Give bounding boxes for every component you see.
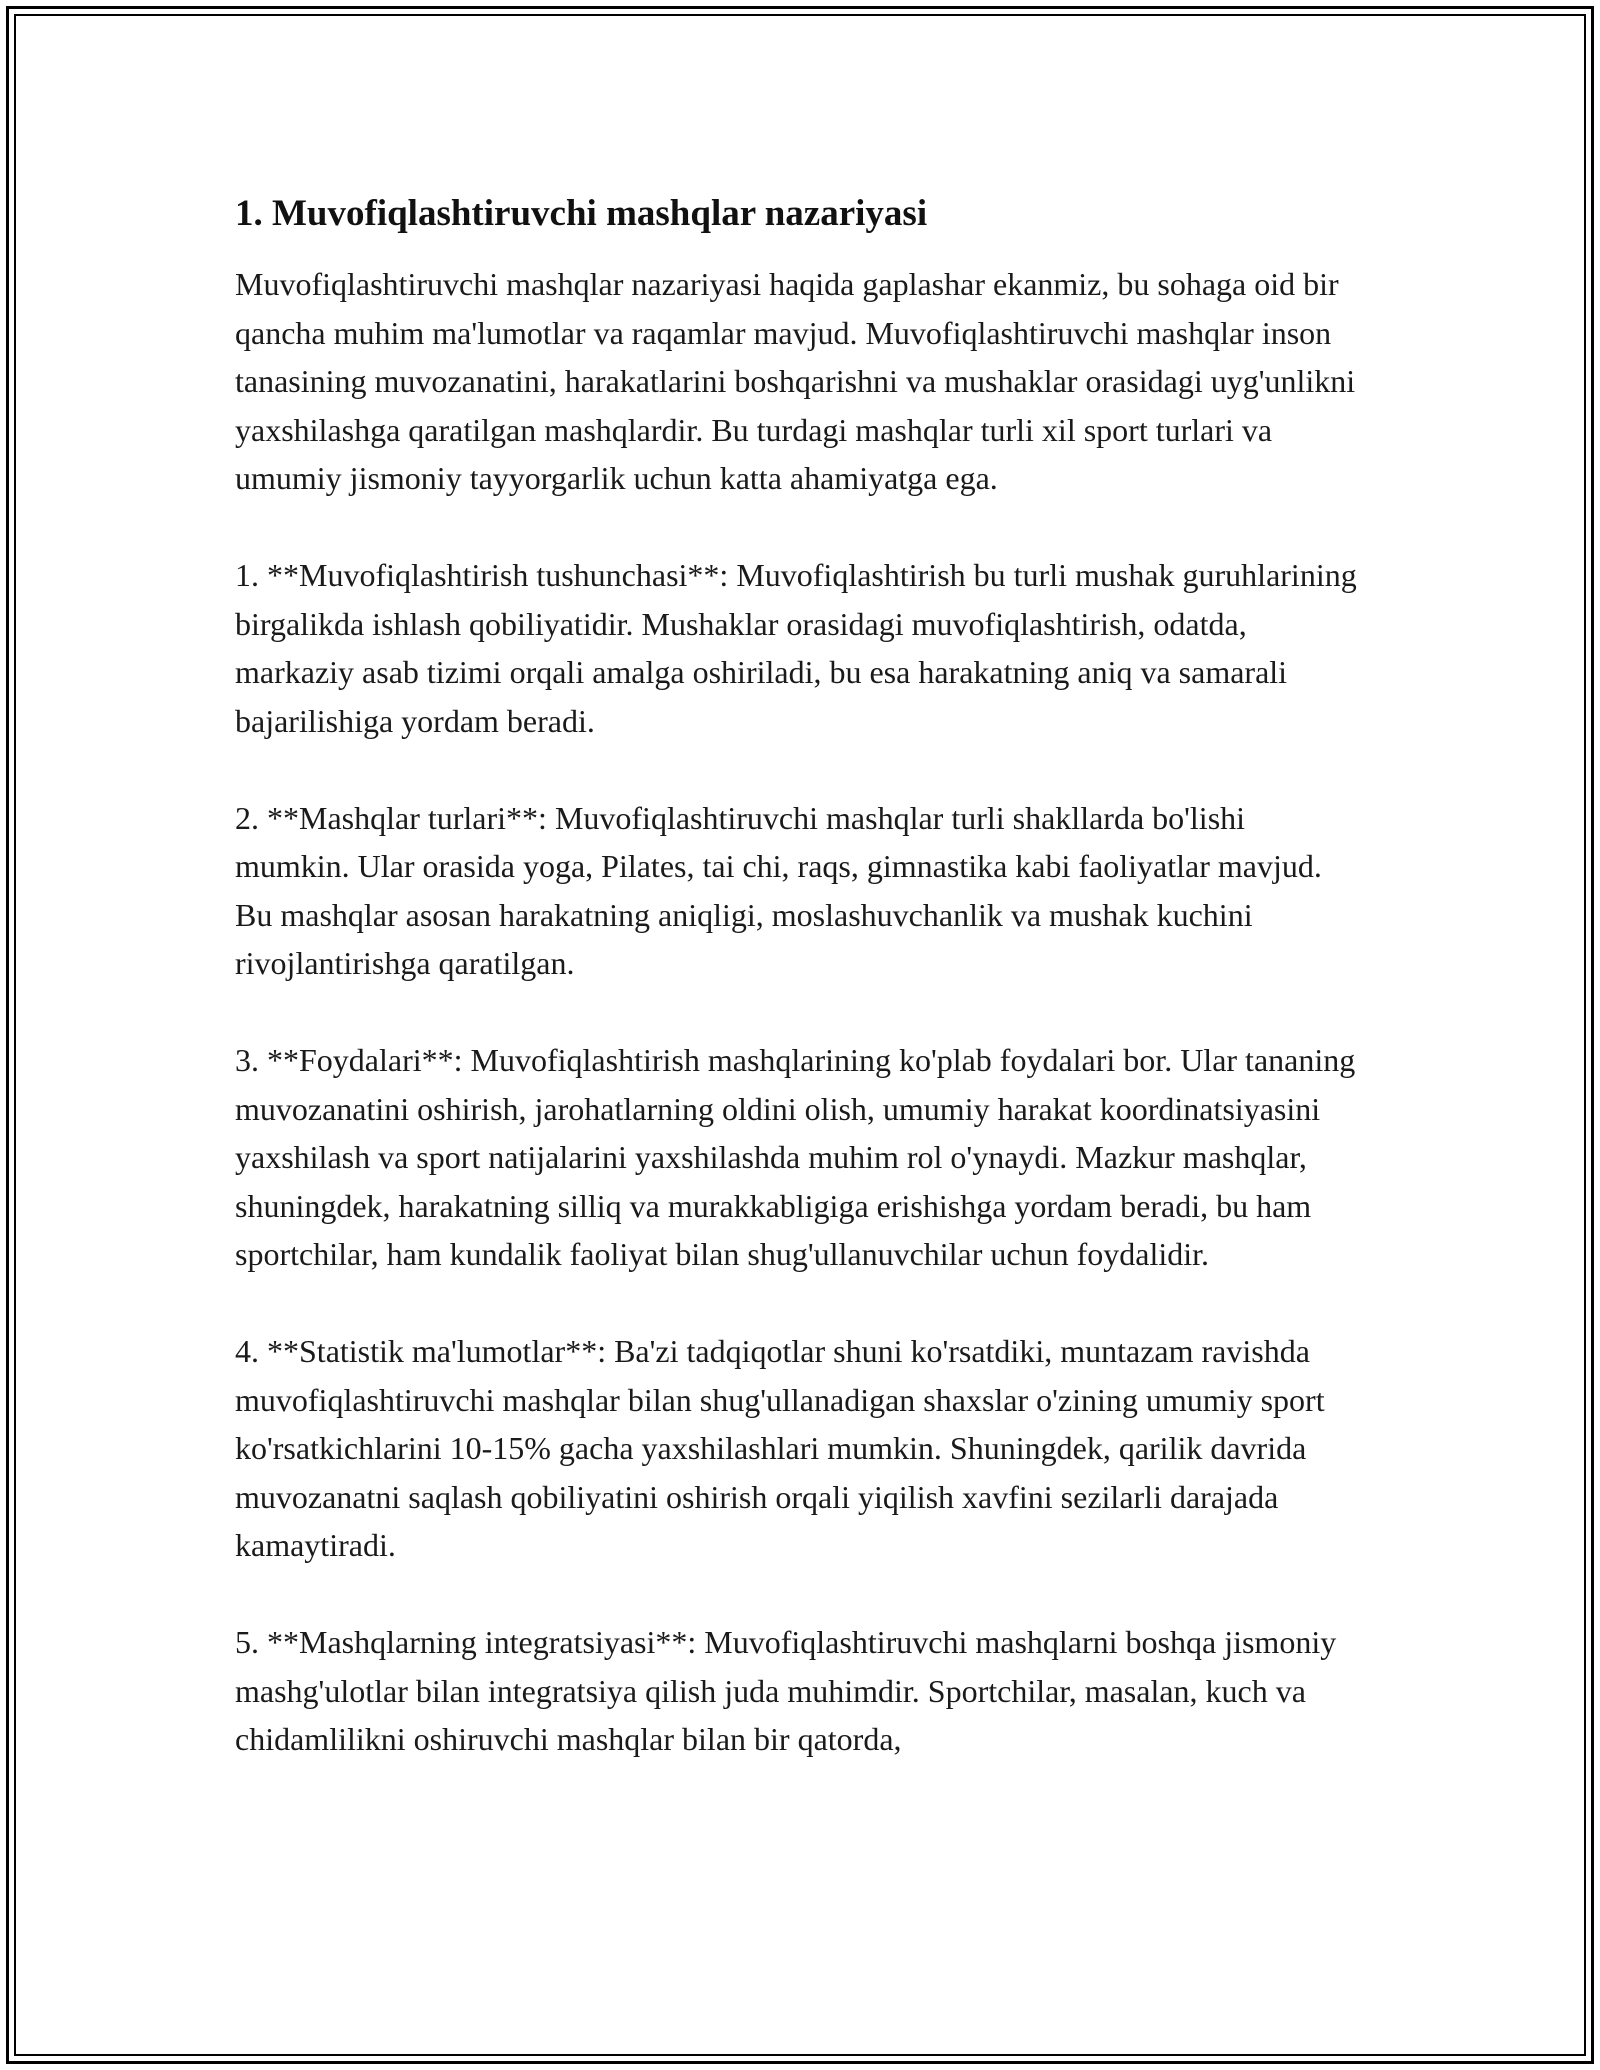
paragraph-exercise-types: 2. **Mashqlar turlari**: Muvofiqlashtiruvchi mashqlar turli shakllarda bo'lishi mumkin. Ular orasida yoga, Pilates, tai chi, raqs, gimnastika kabi faoliyatlar mavjud. Bu mashqlar asosan harakatning aniqligi, moslashuvchanlik va mushak kuchini rivojlantirishga qaratilgan. <box>235 799 1322 981</box>
paragraph-benefits: 3. **Foydalari**: Muvofiqlashtirish mashqlarining ko'plab foydalari bor. Ular tananing muvozanatini oshirish, jarohatlarning oldini olish, umumiy harakat koordinatsiyasini yaxshilash va sport natijalarini yaxshilashda muhim rol o'ynaydi. Mazkur mashqlar, shuningdek, harakatning silliq va murakkabligiga erishishga yordam beradi, bu ham sportchilar, ham kundalik faoliyat bilan shug'ullanuvchilar uchun foydalidir. <box>235 1042 1356 1272</box>
document-body <box>235 186 1365 1812</box>
section-title: 1. Muvofiqlashtiruvchi mashqlar nazariyasi <box>235 193 928 234</box>
paragraph-coordination-concept: 1. **Muvofiqlashtirish tushunchasi**: Muvofiqlashtirish bu turli mushak guruhlarining birgalikda ishlash qobiliyatidir. Mushaklar orasidagi muvofiqlashtirish, odatda, markaziy asab tizimi orqali amalga oshiriladi, bu esa harakatning aniq va samarali bajarilishiga yordam beradi. <box>235 557 1357 739</box>
intro-paragraph: Muvofiqlashtiruvchi mashqlar nazariyasi haqida gaplashar ekanmiz, bu sohaga oid bir qancha muhim ma'lumotlar va raqamlar mavjud. Muvofiqlashtiruvchi mashqlar inson tanasining muvozanatini, harakatlarini boshqarishni va mushaklar orasidagi uyg'unlikni yaxshilashga qaratilgan mashqlardir. Bu turdagi mashqlar turli xil sport turlari va umumiy jismoniy tayyorgarlik uchun katta ahamiyatga ega. <box>235 266 1356 496</box>
paragraph-statistics: 4. **Statistik ma'lumotlar**: Ba'zi tadqiqotlar shuni ko'rsatdiki, muntazam ravishda muvofiqlashtiruvchi mashqlar bilan shug'ullanadigan shaxslar o'zining umumiy sport ko'rsatkichlarini 10-15% gacha yaxshilashlari mumkin. Shuningdek, qarilik davrida muvozanatni saqlash qobiliyatini oshirish orqali yiqilish xavfini sezilarli darajada kamaytiradi. <box>235 1333 1325 1563</box>
paragraph-integration: 5. **Mashqlarning integratsiyasi**: Muvofiqlashtiruvchi mashqlarni boshqa jismoniy mashg'ulotlar bilan integratsiya qilish juda muhimdir. Sportchilar, masalan, kuch va chidamlilikni oshiruvchi mashqlar bilan bir qatorda, <box>235 1624 1337 1757</box>
